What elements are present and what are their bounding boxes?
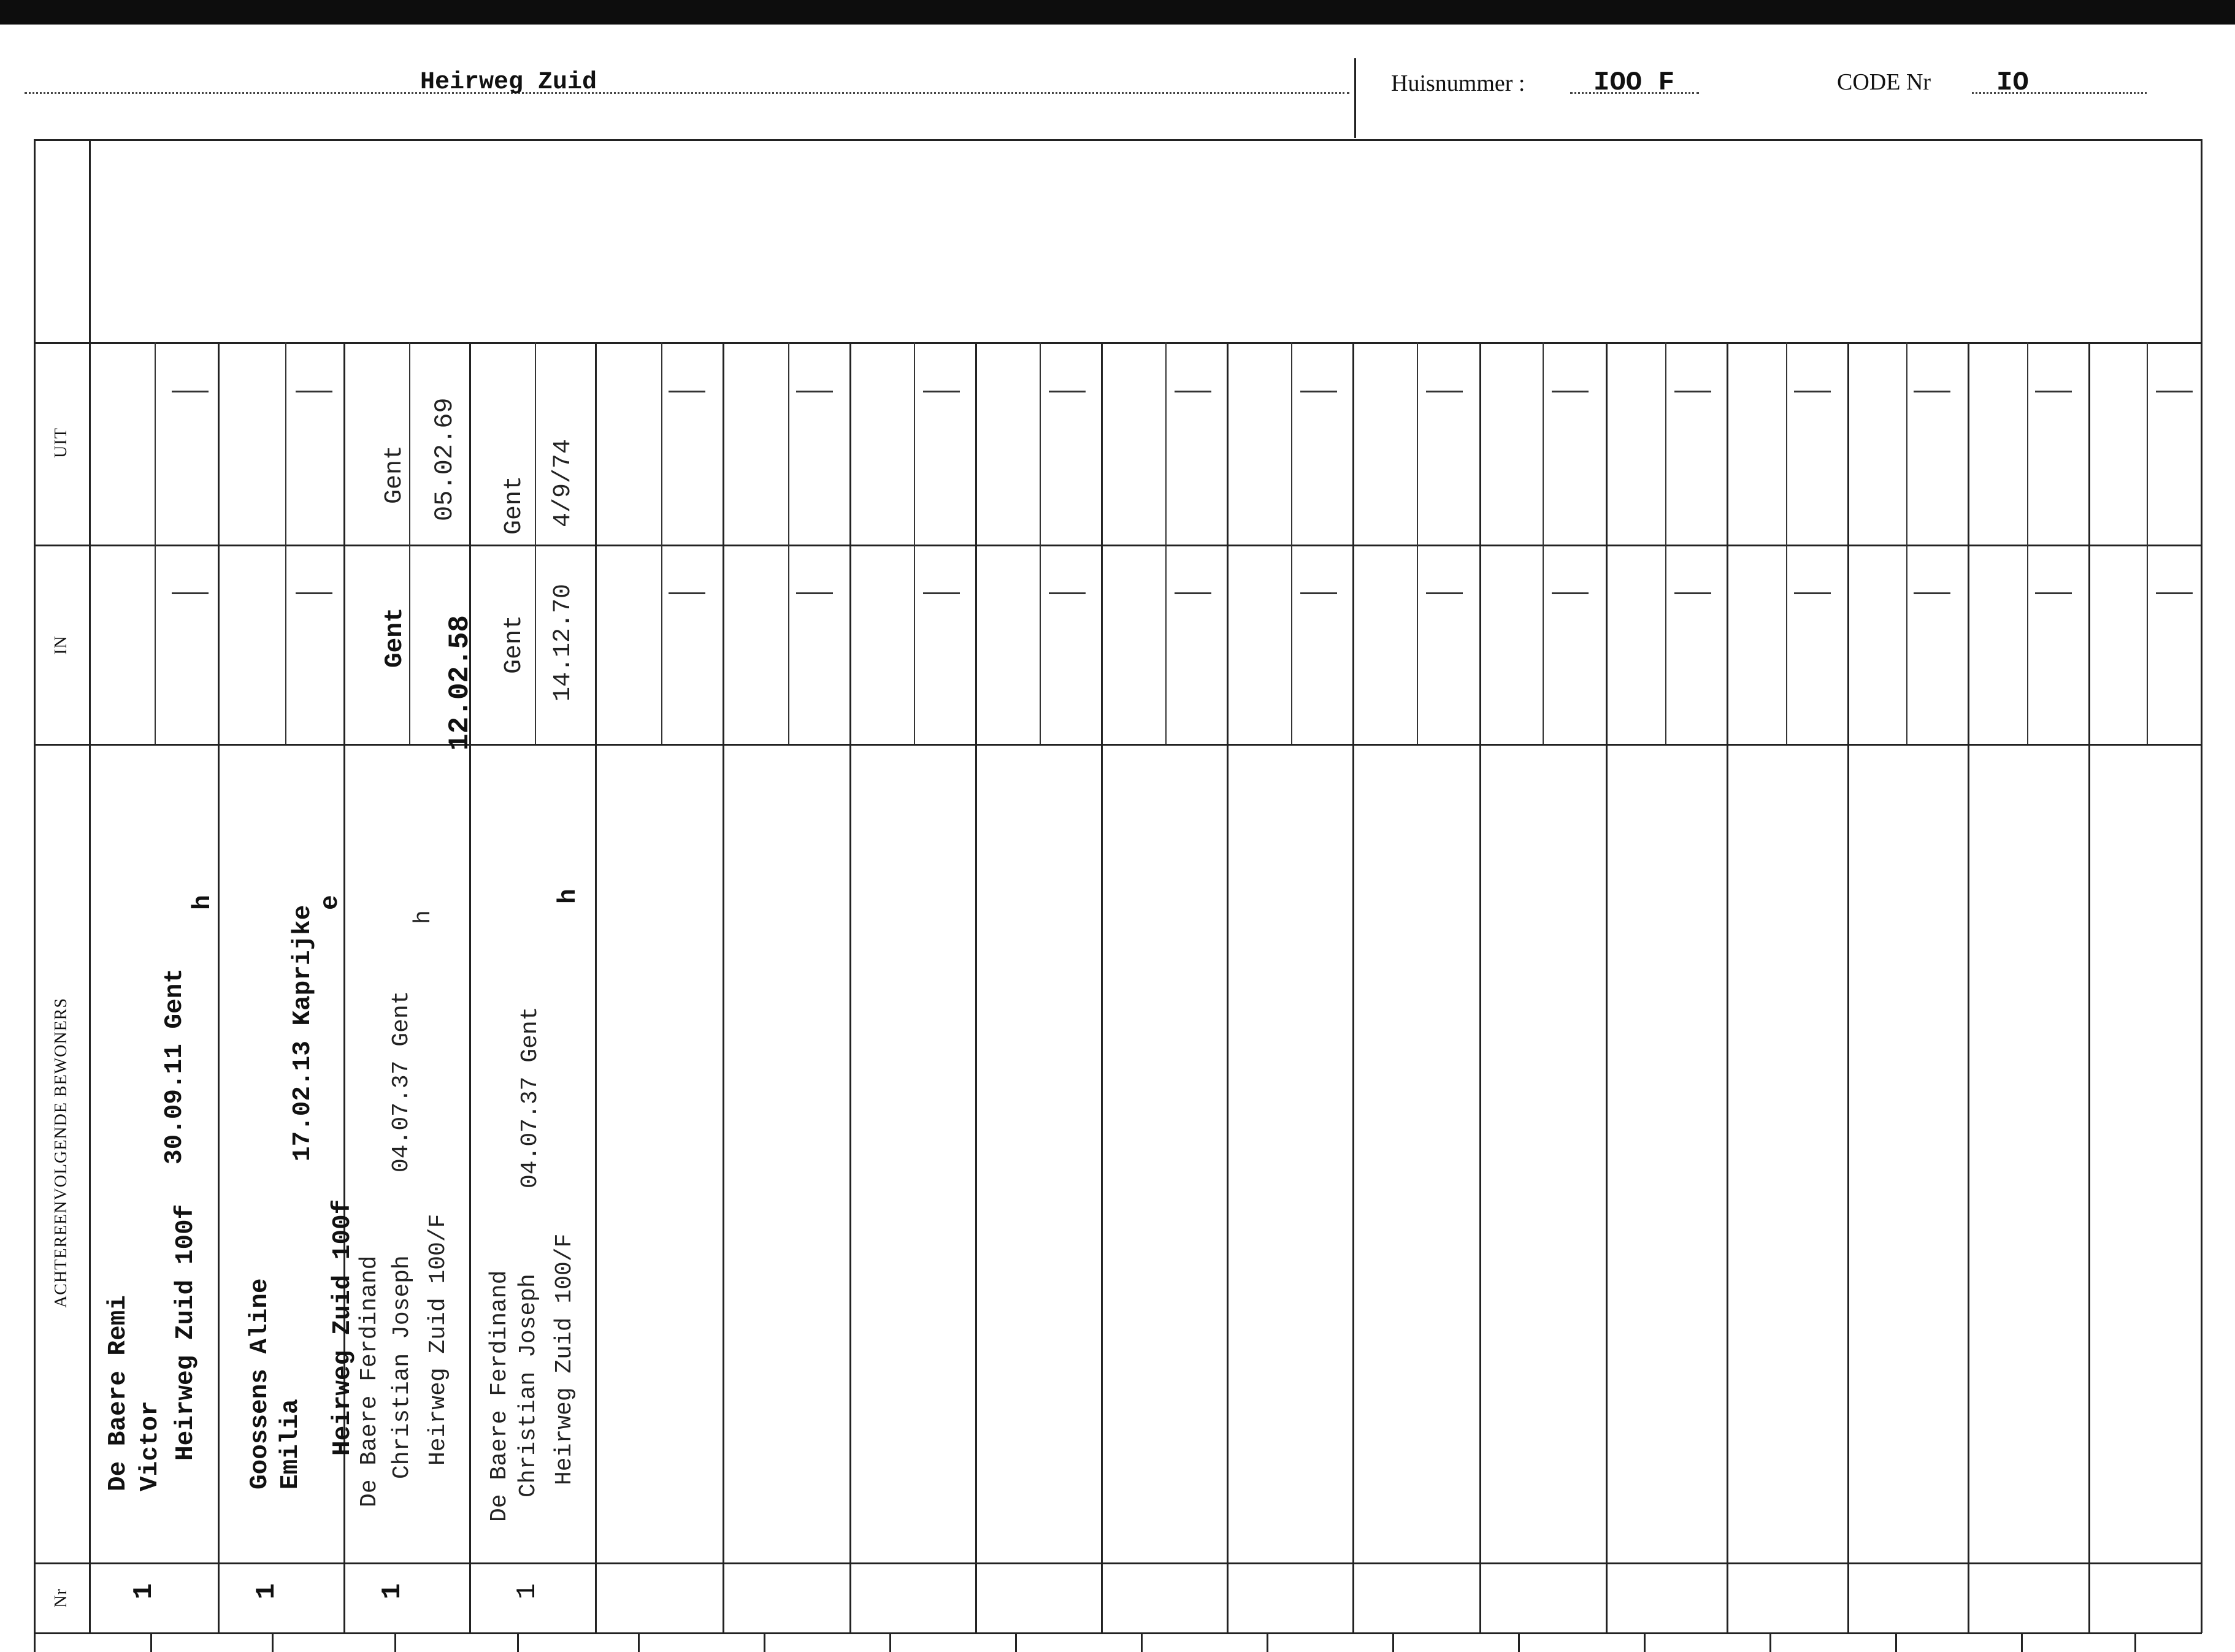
empty-cell-dash: [923, 391, 960, 392]
house-number-label: Huisnummer :: [1391, 71, 1525, 96]
entry-2-given-names: Emilia: [277, 1399, 305, 1489]
entry-2-nr: 1: [251, 1583, 282, 1600]
entry-3-uit-place: Gent: [381, 445, 408, 504]
header-divider: [1354, 58, 1356, 138]
bottom-tick: [34, 1634, 36, 1652]
bottom-tick: [1518, 1634, 1520, 1652]
column-divider: [849, 342, 851, 1632]
entry-3-given-names: Christian Joseph: [389, 1255, 415, 1479]
column-divider: [2088, 342, 2090, 1632]
empty-cell-dash: [1049, 391, 1086, 392]
bottom-tick: [2134, 1634, 2136, 1652]
column-divider: [975, 342, 977, 1632]
section-label-uit: UIT: [52, 427, 71, 458]
entry-4-name: De Baere Ferdinand: [486, 1270, 513, 1522]
column-divider: [1352, 342, 1354, 1632]
column-divider: [595, 342, 597, 1632]
bottom-tick: [1769, 1634, 1771, 1652]
bottom-tick: [1267, 1634, 1268, 1652]
empty-cell-dash: [669, 592, 705, 594]
column-divider: [1847, 342, 1849, 1632]
column-divider: [723, 342, 724, 1632]
grid-right-border: [2201, 139, 2202, 1633]
entry-4-given-names: Christian Joseph: [515, 1274, 542, 1497]
code-value: IO: [1996, 67, 2029, 98]
bottom-tick: [638, 1634, 640, 1652]
entry-3-in-place: Gent: [381, 607, 409, 668]
entry-4-address: Heirweg Zuid 100/F: [551, 1233, 578, 1485]
bottom-tick: [1644, 1634, 1646, 1652]
entry-1-birth: 30.09.11 Gent: [161, 968, 189, 1164]
empty-cell-dash: [1426, 391, 1463, 392]
bottom-tick: [889, 1634, 891, 1652]
empty-cell-dash: [296, 592, 332, 594]
entry-1-code: h: [189, 895, 217, 910]
house-number-value: IOO F: [1593, 67, 1675, 98]
empty-cell-dash: [1674, 391, 1711, 392]
section-label-in: IN: [52, 635, 71, 655]
subcolumn-divider: [1665, 342, 1666, 744]
grid-left-border: [34, 139, 36, 1633]
bottom-tick: [394, 1634, 396, 1652]
column-divider: [1968, 342, 1969, 1632]
subcolumn-divider: [661, 342, 662, 744]
subcolumn-divider: [1543, 342, 1544, 744]
empty-cell-dash: [1300, 391, 1337, 392]
entry-3-address: Heirweg Zuid 100/F: [425, 1214, 451, 1466]
section-label-nr: Nr: [52, 1588, 71, 1608]
empty-cell-dash: [1175, 391, 1211, 392]
empty-cell-dash: [1175, 592, 1211, 594]
column-divider: [1606, 342, 1608, 1632]
empty-cell-dash: [669, 391, 705, 392]
empty-cell-dash: [1049, 592, 1086, 594]
subcolumn-divider: [285, 342, 286, 744]
empty-cell-dash: [923, 592, 960, 594]
empty-cell-dash: [2156, 391, 2193, 392]
entry-4-code: h: [554, 889, 583, 904]
empty-cell-dash: [1426, 592, 1463, 594]
grid-top-border: [34, 139, 2202, 141]
subcolumn-divider: [1786, 342, 1787, 744]
row-divider-uit: [34, 342, 2202, 344]
bottom-tick: [1141, 1634, 1143, 1652]
bottom-tick: [1392, 1634, 1394, 1652]
bottom-tick: [764, 1634, 765, 1652]
empty-cell-dash: [1914, 592, 1950, 594]
subcolumn-divider: [1291, 342, 1292, 744]
subcolumn-divider: [1040, 342, 1041, 744]
entry-4-in-date: 14.12.70: [550, 583, 577, 702]
column-divider: [1227, 342, 1229, 1632]
empty-cell-dash: [2035, 391, 2072, 392]
bottom-tick: [272, 1634, 274, 1652]
entry-4-uit-date: 4/9/74: [550, 438, 577, 527]
empty-cell-dash: [296, 391, 332, 392]
entry-1-address: Heirweg Zuid 100f: [172, 1204, 200, 1461]
bottom-tick: [1015, 1634, 1017, 1652]
entry-1-nr: 1: [129, 1583, 159, 1600]
entry-1-given-names: Victor: [136, 1401, 164, 1491]
column-divider: [1101, 342, 1103, 1632]
entry-1-name: De Baere Remi: [104, 1295, 132, 1491]
entry-2-address: Heirweg Zuid 100f: [329, 1199, 357, 1456]
entry-3-code: h: [410, 910, 437, 924]
entry-2-name: Goossens Aline: [246, 1278, 274, 1489]
column-divider: [218, 342, 220, 1632]
subcolumn-divider: [788, 342, 789, 744]
grid-bottom-border: [34, 1632, 2202, 1634]
section-label-residents: ACHTEREENVOLGENDE BEWONERS: [52, 998, 71, 1308]
subcolumn-divider: [914, 342, 915, 744]
empty-cell-dash: [1794, 391, 1831, 392]
bottom-tick: [2021, 1634, 2023, 1652]
label-column-divider: [89, 139, 91, 1633]
subcolumn-divider: [2027, 342, 2028, 744]
subcolumn-divider: [409, 342, 410, 744]
column-divider: [1479, 342, 1481, 1632]
entry-3-in-date: 12.02.58: [444, 615, 476, 751]
bottom-tick: [517, 1634, 519, 1652]
empty-cell-dash: [172, 592, 209, 594]
street-name: Heirweg Zuid: [420, 69, 597, 96]
column-divider: [469, 342, 471, 1632]
empty-cell-dash: [1794, 592, 1831, 594]
subcolumn-divider: [1906, 342, 1907, 744]
entry-3-uit-date: 05.02.69: [430, 397, 459, 521]
row-divider-residents: [34, 744, 2202, 746]
empty-cell-dash: [2035, 592, 2072, 594]
bottom-tick: [150, 1634, 152, 1652]
subcolumn-divider: [1165, 342, 1167, 744]
row-divider-nr: [34, 1562, 2202, 1564]
bottom-tick: [1895, 1634, 1897, 1652]
entry-2-birth: 17.02.13 Kaprijke: [289, 904, 317, 1161]
entry-4-birth: 04.07.37 Gent: [517, 1006, 543, 1188]
street-dotted-line: [25, 92, 1349, 94]
row-divider-in: [34, 545, 2202, 546]
subcolumn-divider: [2147, 342, 2148, 744]
entry-3-nr: 1: [377, 1583, 408, 1600]
code-label: CODE Nr: [1837, 69, 1931, 95]
entry-3-birth: 04.07.37 Gent: [388, 990, 415, 1172]
scan-top-edge: [0, 0, 2235, 25]
empty-cell-dash: [1674, 592, 1711, 594]
empty-cell-dash: [796, 391, 833, 392]
entry-4-uit-place: Gent: [500, 475, 528, 535]
subcolumn-divider: [155, 342, 156, 744]
entry-3-name: De Baere Ferdinand: [356, 1255, 383, 1507]
empty-cell-dash: [1552, 391, 1589, 392]
empty-cell-dash: [796, 592, 833, 594]
empty-cell-dash: [1914, 391, 1950, 392]
empty-cell-dash: [1300, 592, 1337, 594]
subcolumn-divider: [1417, 342, 1418, 744]
entry-2-code: e: [316, 895, 345, 910]
empty-cell-dash: [172, 391, 209, 392]
column-divider: [1727, 342, 1728, 1632]
empty-cell-dash: [2156, 592, 2193, 594]
empty-cell-dash: [1552, 592, 1589, 594]
subcolumn-divider: [535, 342, 536, 744]
entry-4-nr: 1: [512, 1583, 543, 1600]
entry-4-in-place: Gent: [500, 614, 528, 674]
